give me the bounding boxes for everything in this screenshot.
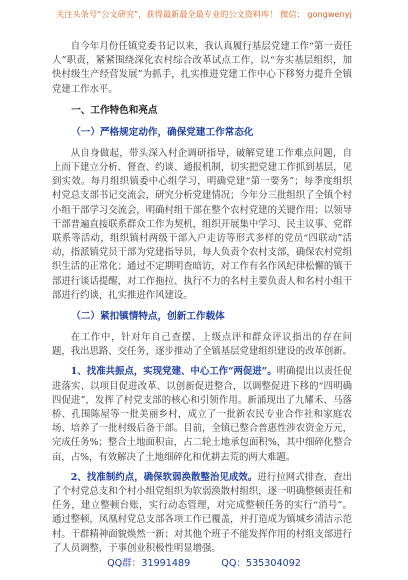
point-2-paragraph <box>52 471 352 556</box>
subsection-1-paragraph: 从自身做起，带头深入村企调研指导，破解党建工作难点问题，自上而下建立分析、督查、约谈、通报机制，切实把党建工作抓到基层，见到实效。每月组织镇委中心组学习，明确党建“第一要务”；每季度组织村党总支部书记交流会，研究分析党建情况；今年分三批组织了全镇个村小组干部学习交流会，明确村组干部在整个农村党建的关键作用；以领导干部普遍直接联系群众工作为契机，组织开展集中学习、民主议事、党群联系等活动，组织镇村两级干部入户走访等形式多样的党员“四联动”活动，指派镇党员干部为党建指导员，每人负责个农村支部，确保农村党组织生活的正常化；通过不定期明查暗访，对工作有名作风纪律松懈的镇干部进行谈话提醒，对工作拖拉、执行不力的名村主要负责人和名村小组干部进行约谈，扎实推进作风建设。 <box>52 147 353 301</box>
intro-paragraph: 自今年月份任镇党委书记以来，我认真履行基层党建工作“第一责任人”职责，紧紧围绕深化农村综合改革试点工作，以“夯实基层组织，加快村级生产经营发展”为抓手，扎实推进党建工作中心下移努力提升全镇党建工作水平。 <box>52 41 352 95</box>
banner-wechat-id: gongwenyj <box>307 9 352 19</box>
point-1-paragraph <box>52 365 352 464</box>
point-2-lead: 2、找准制约点，确保软弱涣散整治见成效。 <box>70 471 258 483</box>
point-1-body: 明确提出以责任促进落实、以项目促进改革、以创新促进整合，以调整促进下移的“四明确四促进”，发挥了村党支部的核心和引领作用。新涌现出了九耀禾、马落桥、孔围陈屋等一批美丽乡村，成立了一批新农民专业合作社和家庭农场、培养了一批村级后备干部。目前，全镇已整合普惠性涉农资金万元，完成任务%；整合土地面积亩，占二轮土地承包面积%，其中细碎化整合亩，占%，有效解决了土地细碎化和优耕去荒的两大难题。 <box>52 366 353 463</box>
footer-qq-group: QQ群：31991489 <box>107 558 191 569</box>
document-body <box>52 40 352 562</box>
point-1-lead: 1、找准共振点，实现党建、中心工作“两促进”。 <box>70 366 277 378</box>
section-title: 一、工作特色和亮点 <box>71 104 158 116</box>
footer-qq: QQ：535304092 <box>221 558 301 569</box>
footer-contact <box>0 556 408 572</box>
banner-wechat-label: 微信： <box>280 9 305 19</box>
banner-text: 关注头条号“公文研究”，获得最新最全最专业的公文资料库！ <box>56 9 278 19</box>
subsection-2-paragraph: 在工作中，针对年自己查摆、上级点评和群众评议指出的存在问题，我出思路、交任务，逐步推动了全镇基层党建组织建设的改革创新。 <box>52 332 353 358</box>
subsection-2-title: （二）紧扣镇情特点，创新工作载体 <box>71 311 225 323</box>
point-2-body: 进行拉网式排查，查出了个村党总支和个村小组党组织为软弱涣散村组织，逐一明确整顿责任和任务，建立整顿台账，实行动态管理，对完成整顿任务的实行“消号”。通过整顿，凤凰村党总支部各项工作已覆盖，并打造成为镇城乡清洁示范村。干群精神面貌焕然一新；对其他个班子不能发挥作用的村组支部进行了人员调整，干事创业积极性明显增强。 <box>52 471 353 554</box>
subsection-1-title: （一）严格规定动作，确保党建工作常态化 <box>71 126 254 138</box>
top-banner <box>0 6 408 22</box>
